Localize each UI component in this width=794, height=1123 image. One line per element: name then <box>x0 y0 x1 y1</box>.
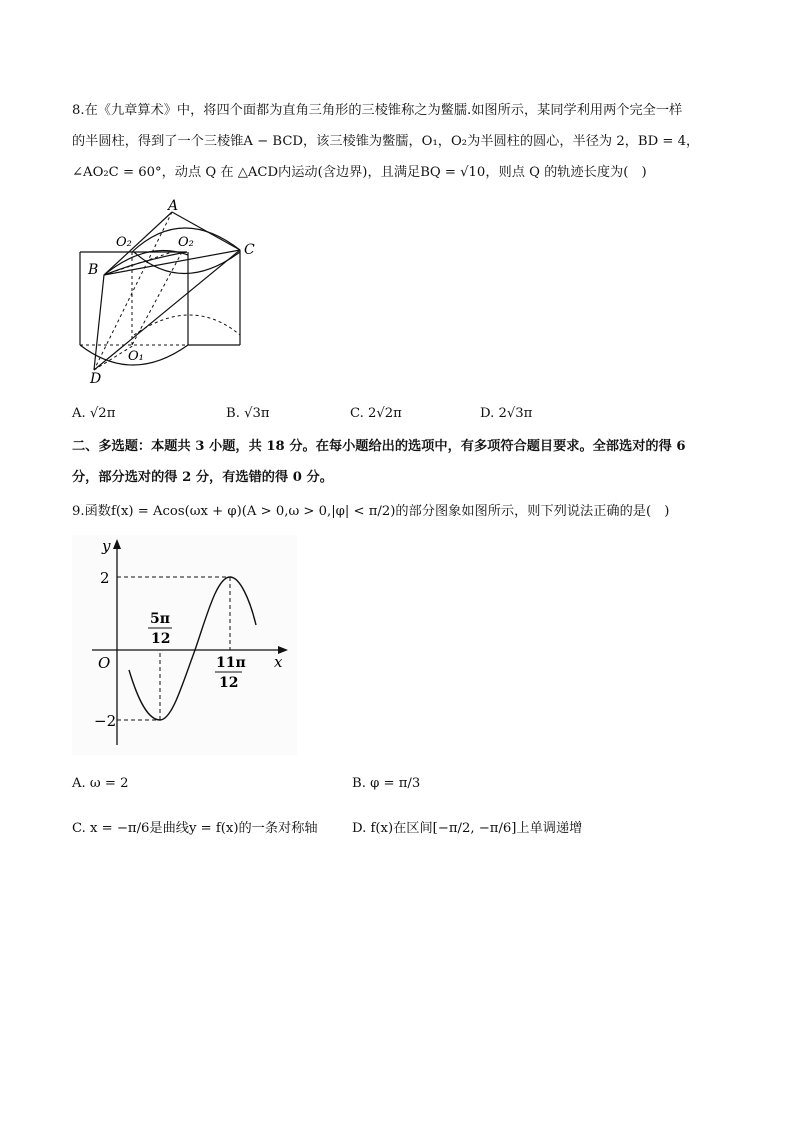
q9-option-b: B. φ = π/3 <box>352 776 421 791</box>
q9-option-a: A. ω = 2 <box>72 776 129 791</box>
section2-heading-line2: 分，部分选对的得 2 分，有选错的得 0 分。 <box>72 470 333 485</box>
q9-stem: 9.函数f(x) = Acos(ωx + φ)(A > 0,ω > 0,|φ| < π/2)的部分图象如图所示，则下列说法正确的是( ) <box>72 504 670 519</box>
q9-tick2-num: 11π <box>216 655 246 671</box>
section2-heading-line1: 二、多选题：本题共 3 小题，共 18 分。在每小题给出的选项中，有多项符合题目要求。全部选对的得 6 <box>72 439 686 454</box>
q8-option-c: C. 2√2π <box>350 406 402 421</box>
q9-option-d: D. f(x)在区间[−π/2, −π/6]上单调递增 <box>352 821 583 836</box>
q8-stem-line2: 的半圆柱，得到了一个三棱锥A − BCD，该三棱锥为鳖臑，O₁，O₂为半圆柱的圆心，半径为 2，BD = 4， <box>72 134 700 149</box>
q8-option-a: A. √2π <box>72 406 116 421</box>
q8-label-b: B <box>88 262 99 278</box>
q8-label-a: A <box>168 198 179 214</box>
q8-figure <box>72 200 272 390</box>
q8-label-o2-right: O₂ <box>178 235 194 250</box>
q8-label-o1: O₁ <box>128 349 144 364</box>
q9-option-c: C. x = −π/6是曲线y = f(x)的一条对称轴 <box>72 821 318 836</box>
q8-option-b: B. √3π <box>226 406 270 421</box>
q8-stem-line3: ∠AO₂C = 60°，动点 Q 在 △ACD内运动(含边界)，且满足BQ = √10，则点 Q 的轨迹长度为( ) <box>72 165 647 180</box>
q9-graph <box>72 535 297 755</box>
q9-tick1-num: 5π <box>150 611 170 627</box>
q9-tick1-den: 12 <box>151 631 171 647</box>
q8-option-d: D. 2√3π <box>480 406 533 421</box>
q9-label-y: y <box>102 537 111 555</box>
q8-stem-line1: 8.在《九章算术》中，将四个面都为直角三角形的三棱锥称之为鳖臑.如图所示，某同学利用两个完全一样 <box>72 103 683 118</box>
q8-label-d: D <box>90 371 102 387</box>
q9-label-ymin: −2 <box>94 712 117 730</box>
q8-label-o2-left: O₂ <box>116 235 132 250</box>
q8-label-c: C <box>244 242 255 258</box>
q9-label-origin: O <box>98 654 111 672</box>
q9-tick2-den: 12 <box>219 675 239 691</box>
q9-label-ymax: 2 <box>100 569 110 587</box>
q9-label-x: x <box>274 653 283 671</box>
